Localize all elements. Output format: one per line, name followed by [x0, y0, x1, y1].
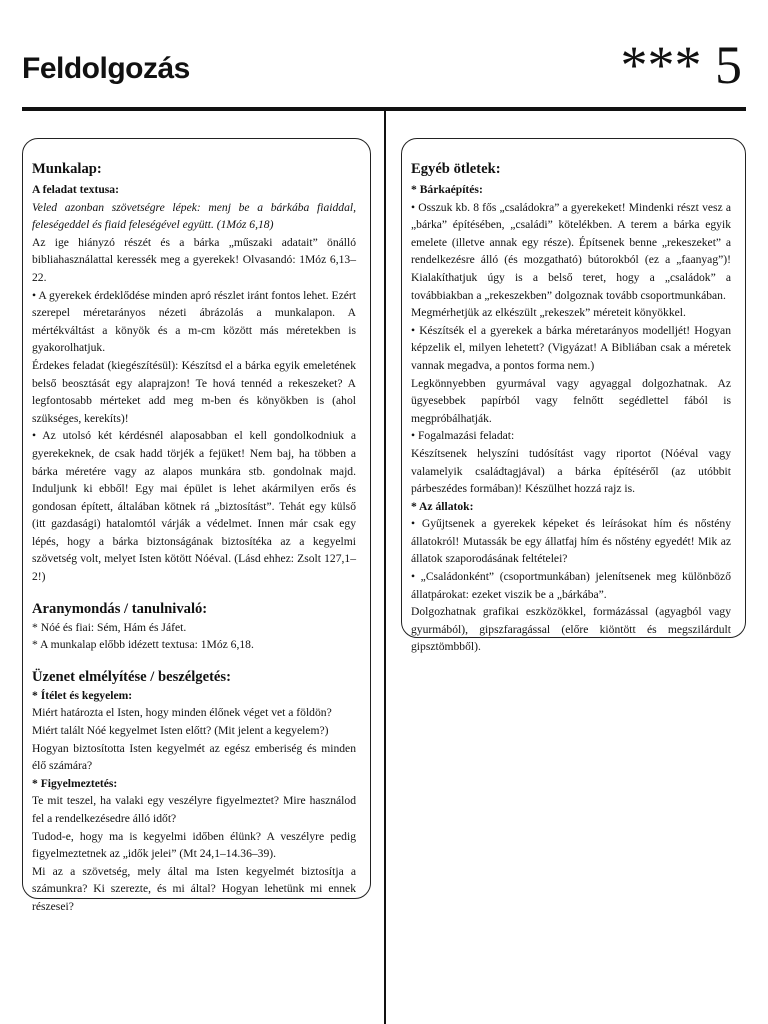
ideas-title: Egyéb ötletek:: [411, 161, 501, 177]
ideas-line: Legkönnyebben gyurmával vagy agyaggal dolgozhatnak. Az ügyesebbek papírból vagy felnőtt segédlettel fából is megpróbálhatják.: [411, 376, 731, 425]
ideas-line: • „Családonként” (csoportmunkában) jelenítsenek meg különböző állatpárokat: ezeket viszik be a „bárkába”.: [411, 570, 731, 601]
right-panel: [401, 138, 746, 654]
message-line: Hogyan biztosította Isten kegyelmét az egész emberiség és minden élő számára?: [32, 741, 356, 773]
message-line: Te mit teszel, ha valaki egy veszélyre figyelmeztet? Mire használod fel a rendelkezésedre álló időt?: [32, 794, 356, 825]
memory-line: * A munkalap előbb idézett textusa: 1Móz 6,18.: [32, 638, 254, 652]
column-divider: [384, 111, 386, 1024]
ideas-line: • Osszuk kb. 8 fős „családokra” a gyerekeket! Mindenki részt vesz a „bárka” építésében, „családi” kötelékben. A terem a bárka egyik emelete (illetve annak egy része). Építsenek benne „rekeszeket” a rendelkezésre álló (és mozgatható) bútorokból (ez a „faanyag”)! Kialakíthatjuk úgy is a belső teret, hogy a „családok” a továbbiakban a „rekeszekben” dolgoznak tovább csoportmunkában.: [411, 200, 731, 302]
message-subheading: * Figyelmeztetés:: [32, 776, 118, 790]
message-line: Miért talált Nóé kegyelmet Isten előtt? (Mit jelent a kegyelem?): [32, 724, 329, 738]
left-panel: [22, 138, 371, 913]
ideas-line: Készítsenek helyszíni tudósítást vagy riportot (Nóéval vagy valamelyik családtagjával) a bárka építéséről (az utóbbit párbeszédes formában)! Készülhet hozzá rajz is.: [411, 446, 731, 496]
memory-title: Aranymondás / tanulnivaló:: [32, 600, 208, 617]
worksheet-paragraph: • A gyerekek érdeklődése minden apró részlet iránt fontos lehet. Ezért szerepel méretarányos nézeti ábrázolás a munkalapon. A mértékváltást a könyök és a m-cm között más méretekben is gyakorolhatjuk.: [32, 288, 356, 355]
text-quote: Veled azonban szövetségre lépek: menj be a bárkába fiaiddal, feleségeddel és fiaid feleségével együtt. (1Móz 6,18): [32, 200, 356, 232]
message-title: Üzenet elmélyítése / beszélgetés:: [32, 668, 231, 685]
ideas-line: Dolgozhatnak grafikai eszközökkel, formázással (agyagból vagy gyurmából), gipszfaragással (előre kiöntött és megszilárdult gipsztömbből).: [411, 605, 731, 654]
page-title: Feldolgozás: [22, 52, 190, 85]
worksheet-paragraph: Érdekes feladat (kiegészítésül): Készítsd el a bárka egyik emeletének belső beosztását egy alaprajzon! Te hová tennéd a rekeszeket? A legfontosabb mérteket add meg m-ben és könyökben is (ahol szükséges, kerekíts)!: [32, 358, 356, 425]
ideas-line: • Gyűjtsenek a gyerekek képeket és leírásokat hím és nőstény állatokról! Mutassák be egy állatfaj hím és nőstény egyedét! Mik az állatok szaporodásának feltételei?: [411, 517, 731, 566]
message-line: Miért határozta el Isten, hogy minden élőnek véget vet a földön?: [32, 706, 332, 720]
ideas-line: • Készítsék el a gyerekek a bárka méretarányos modelljét! Hogyan képzelik el, milyen lehetett? (Vigyázat! A Bibliában csak a méretek vannak megadva, a pontos forma nem.): [411, 323, 731, 372]
ideas-line: Megmérhetjük az elkészült „rekeszek” méreteit könyökkel.: [411, 306, 686, 320]
lesson-number: *** 5: [620, 35, 742, 95]
worksheet-paragraph: • Az utolsó két kérdésnél alaposabban el kell gondolkodniuk a gyerekeknek, de csak hadd törjék a fejüket! Nem baj, ha többen a bárka méretére vagy az alapos munkára stb. gondolnak majd. Induljunk ki ebből! Egy mai épület is lehet akármilyen erős és gondosan épített, általában kötnek rá „biztosítást”. Tehát egy külső (itt gazdasági) hatalomtól várják a védelmet. Innen már csak egy lépés, hogy a bárka biztonságának biztosítéka az a kegyelmi szövetség volt, melyet Isten kötött Nóéval. (Lásd ehhez: Zsolt 127,1–2!): [32, 429, 356, 584]
memory-line: * Nóé és fiai: Sém, Hám és Jáfet.: [32, 620, 187, 634]
ideas-line: • Fogalmazási feladat:: [411, 429, 515, 443]
worksheet-paragraph: Az ige hiányzó részét és a bárka „műszaki adatait” önálló bibliahasználattal keressék meg a gyerekek! Olvasandó: 1Móz 6,13–22.: [32, 235, 356, 284]
message-subheading: * Ítélet és kegyelem:: [32, 688, 133, 702]
worksheet-title: Munkalap:: [32, 161, 102, 177]
text-heading: A feladat textusa:: [32, 183, 119, 196]
message-line: Tudod-e, hogy ma is kegyelmi időben élünk? A veszélyre pedig figyelmeztetnek az „idők jelei” (Mt 24,1–14.36–39).: [32, 829, 356, 861]
ideas-subheading: * Bárkaépítés:: [411, 183, 483, 196]
ideas-subheading: * Az állatok:: [411, 499, 474, 513]
message-line: Mi az a szövetség, mely által ma Isten kegyelmét biztosítja a számunkra? Ki szerezte, és mi által? Hogyan lehetünk mi ennek részesei?: [32, 864, 356, 913]
